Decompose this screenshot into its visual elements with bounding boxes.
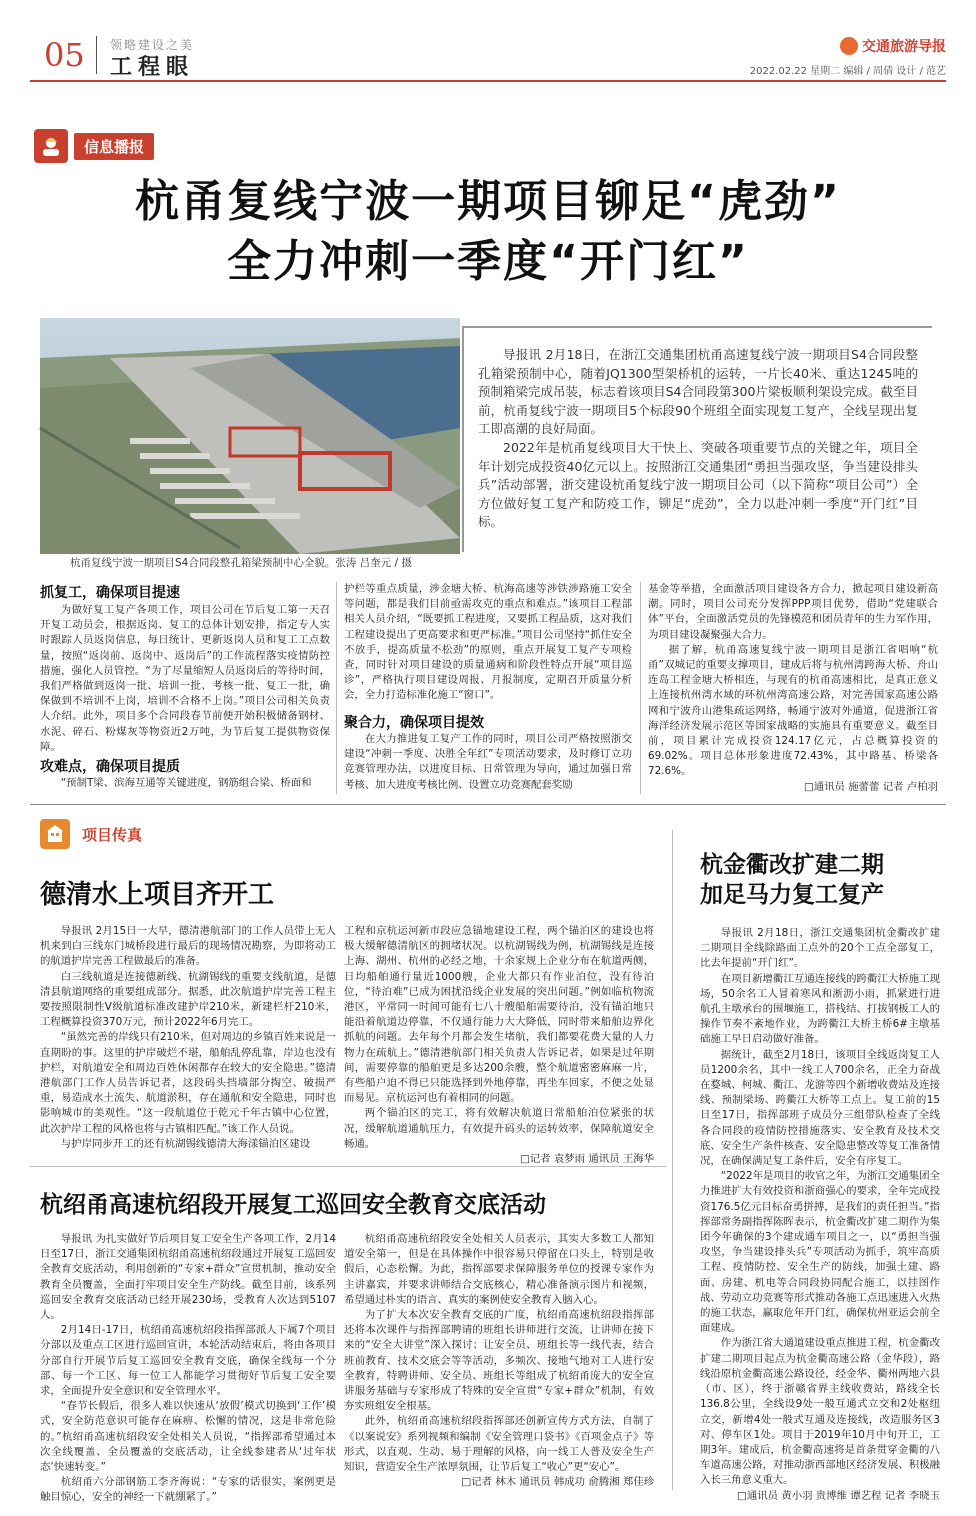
lead-byline: □通讯员 施蕾蕾 记者 卢柏羽	[803, 780, 938, 793]
lead-col3-paragraph: 基金等举措，全面激活项目建设各方合力，掀起项目建设新高潮。同时，项目公司充分发挥PPP项目优势，借助“党建联合体”平台，全面激活党员的先锋模范和团员青年的生力军作用，为项目建设凝聚强大合力。	[648, 583, 938, 641]
hangjinqu-paragraph: 作为浙江省大通道建设重点推进工程，杭金衢改扩建二期项目起点为杭金衢高速公路（金华段），路线沿原杭金衢高速公路设径，经金华、衢州两地六县（市、区），终于浙赣省界主线收费站，路线全长136.8公里，全线设9处一般互通式立交和2处枢纽立交，新增4处一般式互通及连接线，改造服务区3对、停车区1处。项目于2019年10月中旬开工，工期3年。建成后，杭金衢高速将是首条贯穿金衢的八车道高速公路，对推动浙西部地区经济发展、积极融入长三角意义重大。	[700, 1337, 940, 1487]
projects-tag	[40, 820, 148, 848]
hangshaoyong-paragraph: 杭绍甬高速杭绍段安全处相关人员表示，其实大多数工人都知道安全第一，但是在具体操作中很容易只停留在口头上，特别是收假后，心态松懈。为此，指挥部要求保障服务单位的授课专家作为主讲嘉宾，并要求讲师结合交底核心，精心准备演示图片和视频，希望通过朴实的语言、真实的案例使安全教育入脑入心。	[344, 1233, 654, 1306]
deqing-paragraph: 导报讯 2月15日一大早，德清港航部门的工作人员带上无人机来到白三线东门城桥段进行最后的现场情况勘察，为即将动工的航道护岸完善工程做最后的准备。	[40, 925, 336, 968]
header-rule	[30, 80, 946, 82]
lead-col2-part2	[344, 732, 632, 796]
lead-col3-paragraph-2: 据了解，杭甬高速复线宁波一期项目是浙江省唱响“杭甬”双城记的重要支撑项目，建成后将与杭州湾跨海大桥、舟山连岛工程金塘大桥相连，与现有的杭甬高速相比，是真正意义上连接杭州湾水域的环杭州湾高速公路，对完善国家高速公路网和宁波舟山港集疏运网络，畅通宁波对外通道，促进浙江省海洋经济发展示范区等国家战略的实施具有重要意义。截至目前，项目累计完成投资124.17亿元，占总概算投资的69.02%。项目总体形象进度72.43%，其中路基、桥梁各72.6%。	[648, 643, 938, 778]
deqing-paragraph: 白三线航道是连接德新线、杭湖锡线的重要支线航道，是德清县航道网络的重要组成部分。据悉，此次航道护岸完善工程主要按照限制性Ⅴ级航道标准改建护岸210米，新建栏杆210米，工程概算投资370万元，预计2022年6月完工。	[40, 970, 336, 1029]
hangshaoyong-paragraph: 为了扩大本次安全教育交底的广度，杭绍甬高速杭绍段指挥部还将本次课件与指挥部聘请的班组长讲师进行交流，让讲师在接下来的“安全大讲堂”深入探讨；让安全员、班组长等一线代表，结合班前教育、技术交底会等等活动，多频次、接地气地对工人进行安全教育，特聘讲师、安全员、班组长等组成了杭绍甬庞大的安全宣讲服务基础与专家形成了特殊的安全宣贯“专家+群众”机制，有效夯实班组安全根基。	[344, 1309, 654, 1413]
hangshaoyong-title: 杭绍甬高速杭绍段开展复工巡回安全教育交底活动	[40, 1192, 546, 1218]
photo-caption: 杭甬复线宁波一期项目S4合同段整孔箱梁预制中心全貌。张涛 吕奎元 / 摄	[70, 557, 412, 569]
lead-photo	[40, 318, 460, 554]
hangjinqu-title-line2: 加足马力复工复产	[700, 882, 884, 908]
lead-paragraph-1: 导报讯 2月18日，在浙江交通集团杭甬高速复线宁波一期项目S4合同段整孔箱梁预制中心，随着JQ1300型架桥机的运转，一片长40米、重达1245吨的预制箱梁完成吊装，标志着该项目S4合同段第300片梁板顺利架设完成。截至目前，杭甬复线宁波一期项目5个标段90个班组全面实现复工复产，全线呈现出复工即高潮的良好局面。	[478, 347, 918, 437]
hangjinqu-title-line1: 杭金衢改扩建二期	[700, 852, 884, 878]
hangshaoyong-col2	[344, 1232, 654, 1494]
lead-paragraph-2: 2022年是杭甬复线项目大干快上、突破各项重要节点的关键之年，项目全年计划完成投资40亿元以上。按照浙江交通集团“勇担当强攻坚，争当建设排头兵”活动部署，浙交建设杭甬复线宁波一期项目公司（以下简称“项目公司”）全方位做好复工复产和防疫工作，铆足“虎劲”，全力以赴冲刺一季度“开门红”目标。	[478, 439, 918, 530]
header-divider	[96, 36, 97, 74]
column-rule	[640, 582, 641, 794]
hangshaoyong-paragraph: 导报讯 为扎实做好节后项目复工安全生产各项工作，2月14日至17日，浙江交通集团杭绍甬高速杭绍段通过开展复工巡回安全教育交底活动，利用创新的“专家+群众”宣贯机制，推动安全教育全员覆盖，全面打牢项目安全生产防线。截至目前，该系列巡回安全教育交底活动已经开展230场，受教育人次达到5107人。	[40, 1233, 336, 1322]
section-rule	[30, 804, 946, 805]
deqing-col1	[40, 924, 336, 1150]
deqing-paragraph: 两个锚泊区的完工，将有效解决航道日常船舶泊位紧张的状况，缓解航道通航压力，有效提升码头的运转效率，保障航道安全畅通。	[344, 1107, 654, 1150]
subhead-quality: 攻难点，确保项目提质	[40, 759, 180, 775]
hangjinqu-byline: □通讯员 黄小羽 贵博维 谭艺程 记者 李晓玉	[737, 1489, 940, 1502]
hangjinqu-paragraph: 在项目新增衢江互通连接线的跨衢江大桥施工现场，50余名工人冒着寒风和淅沥小雨，抓紧进行进航孔主墩承台的围堰施工，搭栈结、打拔钢板工人的操作节奏不紊地作业，为跨衢江大桥主桥6#主墩基础施工早日启动做好准备。	[700, 972, 940, 1046]
page-number: 05	[44, 36, 85, 74]
lead-col1-part2	[40, 776, 330, 796]
hangshaoyong-paragraph: 杭绍甬六分部钢筋工李齐海说：“专家的话很实，案例更是触目惊心，安全的神经一下就绷紧了。”	[40, 1476, 336, 1504]
deqing-title: 德清水上项目齐开工	[40, 880, 275, 910]
building-icon	[40, 819, 70, 849]
hangjinqu-body	[700, 926, 940, 1502]
hangshaoyong-byline: □记者 林木 通讯员 韩成功 俞腾湘 郑佳珍	[461, 1476, 654, 1489]
brand-name: 交通旅游导报	[840, 36, 946, 56]
lead-col1-part1	[40, 603, 330, 753]
subhead-efficiency: 聚合力，确保项目提效	[344, 715, 484, 731]
lead-col2-part1	[344, 582, 632, 710]
worker-icon	[34, 129, 68, 163]
news-tag	[34, 132, 154, 160]
projects-tag-label: 项目传真	[76, 824, 148, 845]
column-rule	[336, 582, 337, 794]
column-rule	[672, 830, 673, 1490]
hangjinqu-paragraph: 导报讯 2月18日，浙江交通集团杭金衢改扩建二期项目全线除路面工点外的20个工点全部复工，比去年提前“开门红”。	[700, 927, 940, 970]
lead-col1-paragraph-2: “预制T梁、滨海互通等关键进度，钢筋组合梁、桥面和	[60, 777, 312, 789]
deqing-col2	[344, 924, 654, 1166]
lead-col2-paragraph: 护栏等重点质量，涉金塘大桥、杭海高速等涉铁涉路施工安全等问题，都是我们目前亟需攻克的重点和难点。”该项目工程部相关人员介绍，“既要抓工程进度，又要抓工程品质，这对我们工程建设提出了更高要求和更严标准。”项目公司坚持“抓住安全不放手，提高质量不松劲”的原则，重点开展复工复产专项检查，同时针对项目建设的质量通病和阶段性特点开展“项目巡诊”，严格执行项目建设周报、月报制度，定期召开质量分析会，全力打造标准化施工“窗口”。	[344, 583, 632, 702]
lead-summary	[478, 346, 918, 532]
deqing-paragraph: 工程和京杭运河新市段应急锚地建设工程，两个锚泊区的建设也将极大缓解德清航区的拥堵状况。以杭湖锡线为例，杭湖锡线是连接上海、湖州、杭州的必经之地，十余家规上企业分布在航道两侧，日均船舶通行量近1000艘，企业大都只有作业泊位，没有待泊位，“待泊难”已成为困扰沿线企业发展的突出问题。”例如临杭物流港区，平常同一时间可能有七八十艘船舶需要待泊，没有锚泊地只能沿着航道边停靠，不仅通行能力大大降低，同时带来船舶边界化抓航的问题。去年每个月都会发生堵航，我们都要花费大量的人力物力在疏航上。”德清港航部门相关负责人告诉记者，如果是过年期间，需要停靠的船舶更是多达200余艘，整个航道密密麻麻一片，有些船户迫不得已只能选择到外地停靠，再坐车回家，不便之处显而易见。京杭运河也有着相同的问题。	[344, 925, 654, 1105]
issue-meta: 2022.02.22 星期二 编辑 / 周倩 设计 / 范艺	[749, 66, 946, 77]
lead-col3	[648, 582, 938, 792]
deqing-byline: □记者 袁梦雨 通讯员 王海华	[519, 1153, 654, 1166]
section-name: 工程眼	[110, 55, 195, 80]
news-tag-label: 信息播报	[74, 133, 154, 160]
hangshaoyong-col1	[40, 1232, 336, 1504]
brand-logo-icon	[840, 37, 858, 55]
headline-line1: 杭甬复线宁波一期项目铆足“虎劲”	[135, 176, 841, 227]
hangjinqu-paragraph: 据统计，截至2月18日，该项目全线返岗复工人员1200余名，其中一线工人700余名，正全力奋战在婺城、柯城、衢江、龙游等四个新增收费站及连接线、预制梁场、跨衢江大桥等工点上。复工前的15日至17日，指挥部班子成员分三组带队检查了全线各合同段的疫情防控措施落实、安全教育及技术交底、安全生产条件核查、安全隐患整改等复工准备情况，在确保满足复工条件后，安全有序复工。	[700, 1048, 940, 1168]
section-rule	[30, 1166, 666, 1167]
page-header	[0, 0, 976, 80]
headline-line2: 全力冲刺一季度“开门红”	[227, 236, 749, 287]
hangshaoyong-paragraph: 2月14日-17日，杭绍甬高速杭绍段指挥部派人下属7个项目分部以及重点工区进行巡回宣讲，本轮活动结束后，将由各项目分部自行开展节后复工巡回安全教育交底，确保全线每一个分部、每一个工区、每一位工人都能学习贯彻好节后复工安全要求，全面提升安全意识和安全管理水平。	[40, 1324, 336, 1398]
hangshaoyong-paragraph: “春节长假后，很多人难以快速从‘放假’模式切换到‘工作’模式，安全防范意识可能存在麻痹、松懈的情况，这是非常危险的。”杭绍甬高速杭绍段安全处相关人员说，“指挥部希望通过本次全线覆盖、全员覆盖的交底活动，让全线参建者从‘过年状态’快速转变。”	[40, 1400, 336, 1474]
deqing-paragraph: 与护岸同步开工的还有杭湖锡线德清大海漾锚泊区建设	[60, 1137, 311, 1150]
hangjinqu-paragraph: “2022年是项目的收官之年，为浙江交通集团全力推进扩大有效投资和浙商强心的要求，全年完成投资176.5亿元目标奋勇拼搏，是我们的责任担当。”指挥部常务副指挥陈晖表示，杭金衢改扩建二期作为集团今年确保的3个建成通车项目之一，以“勇担当强攻坚，争当建设排头兵”专项活动为抓手，筑牢高质工程、疫情防控、安全生产的防线，加强土建、路面、房建、机电等合同段协同配合施工，以挂图作战、劳动立功竞赛等形式推动各施工点迅速进入火热的施工状态，赢取危年开门红，确保杭州亚运会前全面建成。	[700, 1170, 940, 1335]
hangshaoyong-paragraph: 此外，杭绍甬高速杭绍段指挥部还创新宣传方式方法，自制了《以案说安》系列视频和编制《安全管理口袋书》《百项金点子》等形式，以直观、生动、易于理解的风格，向一线工人普及安全生产知识，营造安全生产浓厚氛围，让节后复工“收心”更“安心”。	[344, 1415, 654, 1474]
section-subtitle: 领略建设之美	[110, 38, 195, 52]
deqing-paragraph: “虽然完善的岸线只有210米，但对周边的乡镇百姓来说是一直期盼的事。这里的护岸破烂不堪，船舶乱停乱靠，岸边也没有护栏，对航道安全和周边百姓休闲都存在较大的安全隐患。”德清港航部门工作人员告诉记者，这段码头挡墙部分掏空、破损严重，易造成水土流失、航道淤积，存在通航和安全隐患，同时也影响城市的美观性。“这一段航道位于乾元千年古镇中心位置，此次护岸工程的风格也将与古镇相匹配。”该工作人员说。	[40, 1031, 336, 1135]
lead-col2-paragraph-2: 在大力推进复工复产工作的同时，项目公司严格按照浙交建设“冲刺一季度、决胜全年红”专项活动要求，及时修订立功竞赛管理办法，以进度目标、日常管理为导向，通过加强日常考核、加大进度考核比例、设置立功竞赛配套奖励	[344, 733, 632, 791]
subhead-resume-work: 抓复工，确保项目提速	[40, 585, 180, 601]
lead-col1-paragraph: 为做好复工复产各项工作，项目公司在节后复工第一天召开复工动员会，根据返岗、复工的总体计划安排，指定专人实时跟踪人员返岗信息，每日统计、更新返岗人员和复工工点数量，按照“返岗前、返岗中、返岗后”的工作流程落实疫情防控措施，强化人员管控。“为了尽量缩短人员返岗后的等待时间，我们严格做到返岗一批、培训一批、考核一批、复工一批，确保做到不培训不上岗，培训不合格不上岗。”项目公司相关负责人介绍。此外，项目多个合同段春节前便开始积极储备钢材、水泥、碎石、粉煤灰等物资近2万吨，为节后复工提供物资保障。	[40, 604, 330, 753]
